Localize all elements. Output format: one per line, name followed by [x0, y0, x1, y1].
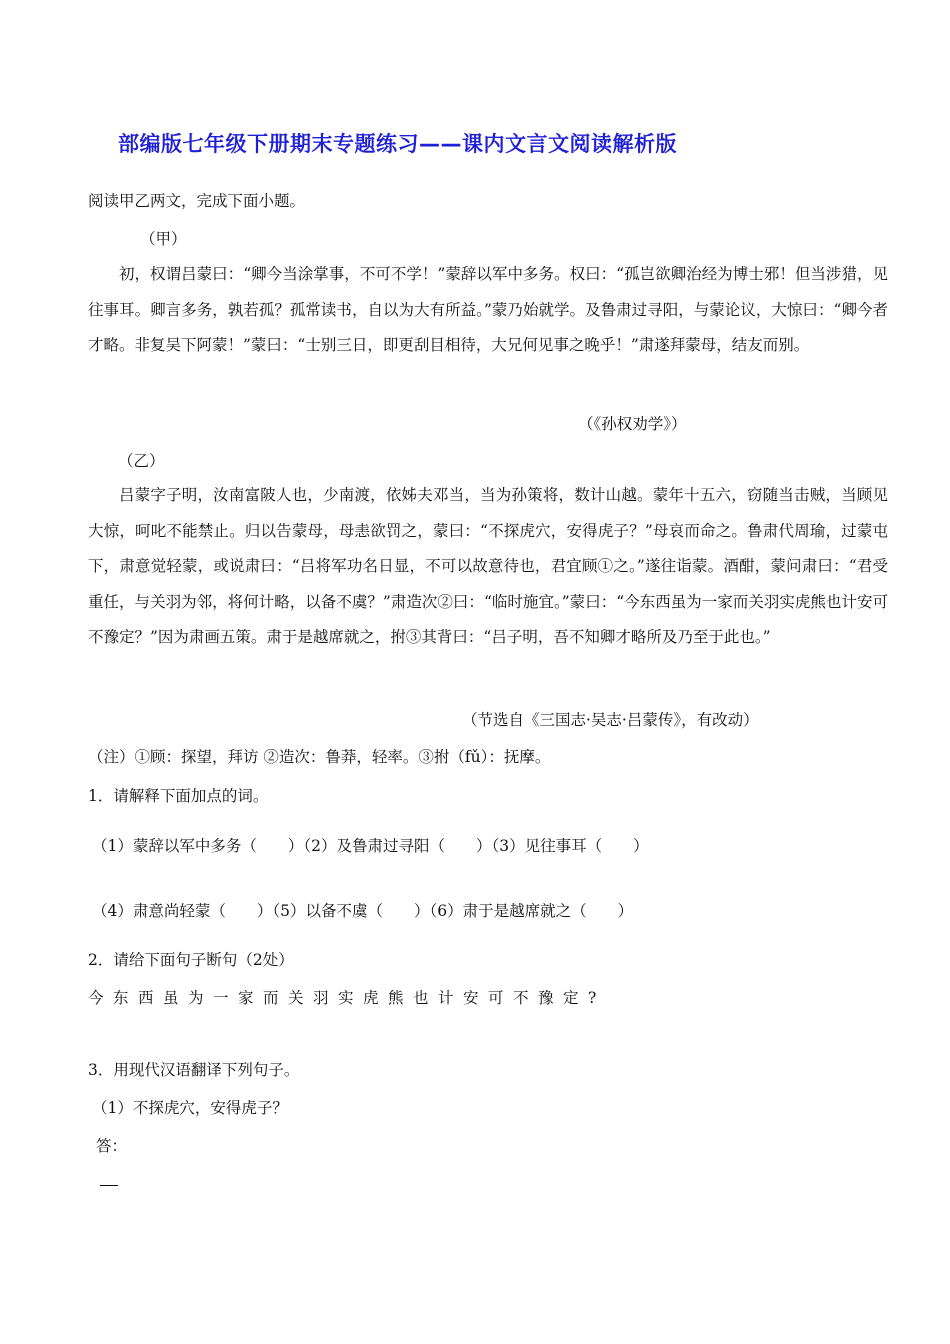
answer-label: 答：: [96, 1137, 128, 1155]
question-2-prompt: 2．请给下面句子断句（2处）: [88, 951, 294, 969]
instruction-text: 阅读甲乙两文，完成下面小题。: [88, 192, 306, 210]
question-2-sentence: 今东西虽为一家而关羽实虎熊也计安可不豫定?: [88, 989, 606, 1007]
passage-b-label: （乙）: [118, 452, 165, 470]
question-1-row-1: （1）蒙辞以军中多务（ ）（2）及鲁肃过寻阳（ ）（3）见往事耳（ ）: [92, 837, 649, 855]
question-3-prompt: 3．用现代汉语翻译下列句子。: [88, 1061, 300, 1079]
question-3-item-1: （1）不探虎穴，安得虎子？: [92, 1099, 288, 1117]
document-title: 部编版七年级下册期末专题练习——课内文言文阅读解析版: [118, 132, 677, 156]
question-1-row-2: （4）肃意尚轻蒙（ ）（5）以备不虞（ ）（6）肃于是越席就之（ ）: [92, 902, 634, 920]
answer-line[interactable]: [100, 1185, 118, 1186]
passage-b-text: 吕蒙字子明，汝南富陂人也，少南渡，依姊夫邓当，当为孙策将，数计山越。蒙年十五六，窃随当击贼，当顾见大惊，呵叱不能禁止。归以告蒙母，母恚欲罚之，蒙曰：“不探虎穴，安得虎子？”母哀而命之。鲁肃代周瑜，过蒙屯下，肃意觉轻蒙，或说肃曰：“吕将军功名日显，不可以故意待也，君宜顾①之。”遂往诣蒙。酒酣，蒙问肃曰：“君受重任，与关羽为邻，将何计略，以备不虞？”肃造次②曰：“临时施宜。”蒙曰：“今东西虽为一家而关羽实虎熊也计安可不豫定？”因为肃画五策。肃于是越席就之，拊③其背曰：“吕子明，吾不知卿才略所及乃至于此也。”: [88, 486, 888, 646]
passage-b-source: （节选自《三国志·吴志·吕蒙传》，有改动）: [462, 711, 759, 729]
passage-a-label: （甲）: [140, 230, 187, 248]
annotation-note: （注）①顾：探望，拜访 ②造次：鲁莽，轻率。③拊（fǔ）：抚摩。: [88, 748, 551, 766]
passage-a-source: （《孙权劝学》）: [578, 415, 687, 433]
passage-a-text: 初，权谓吕蒙曰：“卿今当涂掌事，不可不学！”蒙辞以军中多务。权曰：“孤岂欲卿治经为博士邪！但当涉猎，见往事耳。卿言多务，孰若孤？孤常读书，自以为大有所益。”蒙乃始就学。及鲁肃过寻阳，与蒙论议，大惊曰：“卿今者才略。非复吴下阿蒙！”蒙曰：“士别三日，即更刮目相待，大兄何见事之晚乎！”肃遂拜蒙母，结友而别。: [88, 265, 888, 354]
question-1-prompt: 1．请解释下面加点的词。: [88, 787, 269, 805]
